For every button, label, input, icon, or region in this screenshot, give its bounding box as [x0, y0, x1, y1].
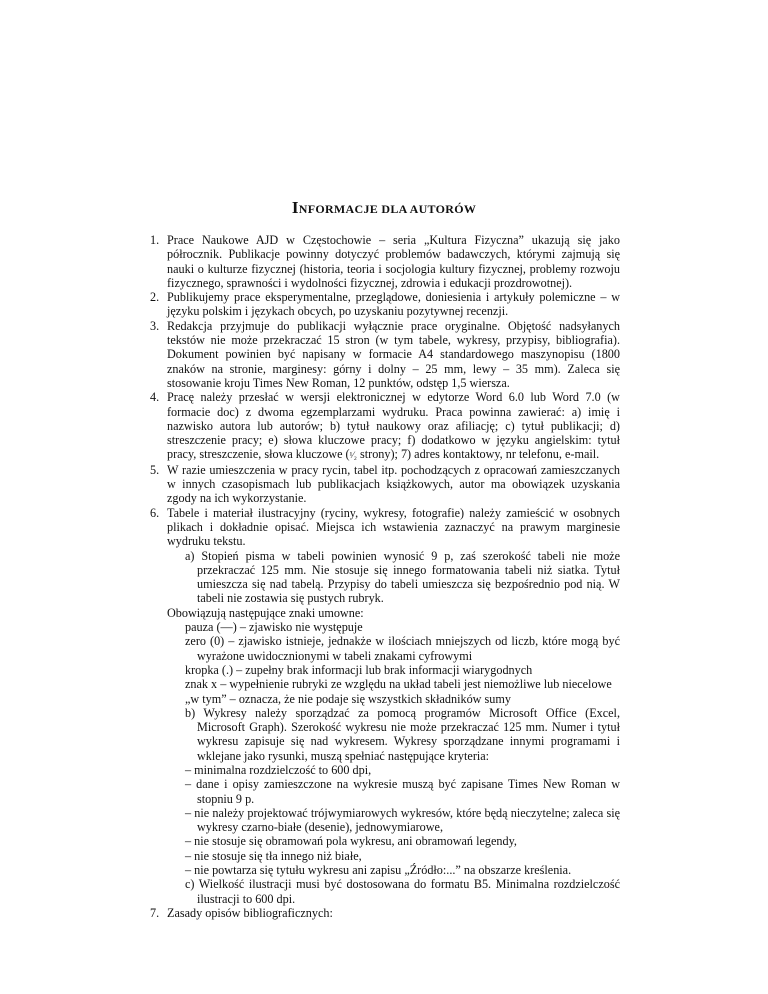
subitem-a-tables: a) Stopień pisma w tabeli powinien wynosić 9 p, zaś szerokość tabeli nie może przekraczać 125 mm. Nie stosuje się innego formatowania tabeli niż siatka. Tytuł umieszcza się nad tabelą. Przypisy do tabeli umieszcza się bezpośrednio pod nią. W tabeli nie zostawia się pustych rubryk. — [185, 548, 620, 606]
chart-rule-3: – nie należy projektować trójwymiarowych wykresów, które będą nieczytelne; zaleca się wykresy czarno-białe (desenie), jednowymiarowe, — [185, 805, 620, 835]
chart-rule-4: – nie stosuje się obramowań pola wykresu, ani obramowań legendy, — [185, 834, 517, 849]
item-text — [167, 390, 620, 462]
list-item-5 — [150, 463, 620, 506]
symbol-zero: zero (0) – zjawisko istnieje, jednakże w ilościach mniejszych od liczb, które mogą być wyrażone uwidocznionymi w tabeli znakami cyfrowymi — [185, 634, 620, 663]
item-text: Tabele i materiał ilustracyjny (ryciny, wykresy, fotografie) należy zamieścić w osobnych plikach i dokładnie opisać. Miejsca ich wstawienia zaznaczyć na prawym marginesie wydruku tekstu. — [167, 505, 620, 549]
chart-rule-2: – dane i opisy zamieszczone na wykresie muszą być zapisane Times New Roman w stopniu 9 p. — [185, 777, 620, 806]
list-item-7 — [150, 906, 620, 920]
chart-rule-6: – nie powtarza się tytułu wykresu ani zapisu „Źródło:...” na obszarze kreślenia. — [185, 863, 572, 878]
list-item-1 — [150, 233, 620, 290]
item-text: Redakcja przyjmuje do publikacji wyłącznie prace oryginalne. Objętość nadsyłanych tekstów nie może przekraczać 15 stron (w tym tabele, wykresy, przypisy, bibliografia). Dokument powinien być napisany w formacie A4 standardowego maszynopisu (1800 znaków na stronie, marginesy: górny i dolny – 25 mm, lewy – 35 mm). Zaleca się stosowanie kroju Times New Roman, 12 punktów, odstęp 1,5 wiersza. — [167, 318, 620, 390]
symbol-x: znak x – wypełnienie rubryki ze względu na układ tabeli jest niemożliwe lub niecelowe — [185, 677, 612, 692]
title-initial: I — [291, 198, 299, 217]
subitem-c-illustrations: c) Wielkość ilustracji musi być dostosowana do formatu B5. Minimalna rozdzielczość ilustracji to 600 dpi. — [185, 877, 620, 906]
symbol-kropka: kropka (.) – zupełny brak informacji lub brak informacji wiarygodnych — [185, 662, 533, 677]
item-text: W razie umieszczenia w pracy rycin, tabel itp. pochodzących z opracowań zamieszczanych w innych czasopismach lub publikacjach książkowych, autor ma obowiązek uzyskania zgody na ich wykorzystanie. — [167, 462, 620, 506]
title-rest: NFORMACJE DLA AUTORÓW — [298, 202, 477, 216]
item-number: 2. — [150, 290, 160, 305]
item-number: 5. — [150, 462, 160, 477]
symbol-pauza: pauza (—) – zjawisko nie występuje — [185, 620, 363, 635]
item-text: Publikujemy prace eksperymentalne, przeglądowe, doniesienia i artykuły polemiczne – w języku polskim i językach obcych, po uzyskaniu pozytywnej recenzji. — [167, 290, 620, 319]
item-number: 7. — [150, 905, 160, 920]
item-number: 1. — [150, 233, 160, 247]
list-item-2 — [150, 290, 620, 319]
item-text-part-a: Pracę należy przesłać w wersji elektronicznej w edytorze Word 6.0 lub Word 7.0 (w formacie doc) z dwoma egzemplarzami wydruku. Praca powinna zawierać: a) imię i nazwisko autora lub autorów; b) tytuł naukowy oraz afiliację; c) tytuł publikacji; d) streszczenie pracy; e) słowa kluczowe pracy; f) dodatkowo w języku angielskim: tytuł pracy, streszczenie, słowa kluczowe ( — [167, 390, 620, 462]
list-item-6 — [150, 506, 620, 906]
chart-rule-5: – nie stosuje się tła innego niż białe, — [185, 848, 362, 863]
item-text: Zasady opisów bibliograficznych: — [167, 905, 333, 920]
fraction-half: ¹⁄₂ — [349, 450, 357, 461]
page-title — [0, 198, 768, 218]
item-text: Prace Naukowe AJD w Częstochowie – seria „Kultura Fizyczna” ukazują się jako półrocznik. Publikacje powinny dotyczyć problemów badawczych, którymi zajmują się nauki o kulturze fizycznej (historia, teoria i socjologia kultury fizycznej, problemy rozwoju fizycznego, sprawności i wydolności fizycznej, zdrowia i edukacji prozdrowotnej). — [167, 233, 620, 290]
item-text-part-b: strony); 7) adres kontaktowy, nr telefonu, e-mail. — [356, 447, 600, 462]
list-item-3 — [150, 319, 620, 390]
author-guidelines-list — [150, 233, 620, 920]
chart-rule-1: – minimalna rozdzielczość to 600 dpi, — [185, 762, 372, 777]
symbol-w-tym: „w tym” – oznacza, że nie podaje się wszystkich składników sumy — [185, 691, 511, 706]
item-number: 4. — [150, 390, 160, 405]
list-item-4 — [150, 390, 620, 462]
item-number: 3. — [150, 318, 160, 333]
symbols-intro: Obowiązują następujące znaki umowne: — [167, 605, 364, 620]
subitem-b-charts: b) Wykresy należy sporządzać za pomocą programów Microsoft Office (Excel, Microsoft Graph). Szerokość wykresu nie może przekraczać 125 mm. Numer i tytuł wykresu zapisuje się nad wykresem. Wykresy sporządzane innymi programami i wklejane jako rysunki, muszą spełniać następujące kryteria: — [185, 705, 620, 763]
item-number: 6. — [150, 505, 160, 520]
